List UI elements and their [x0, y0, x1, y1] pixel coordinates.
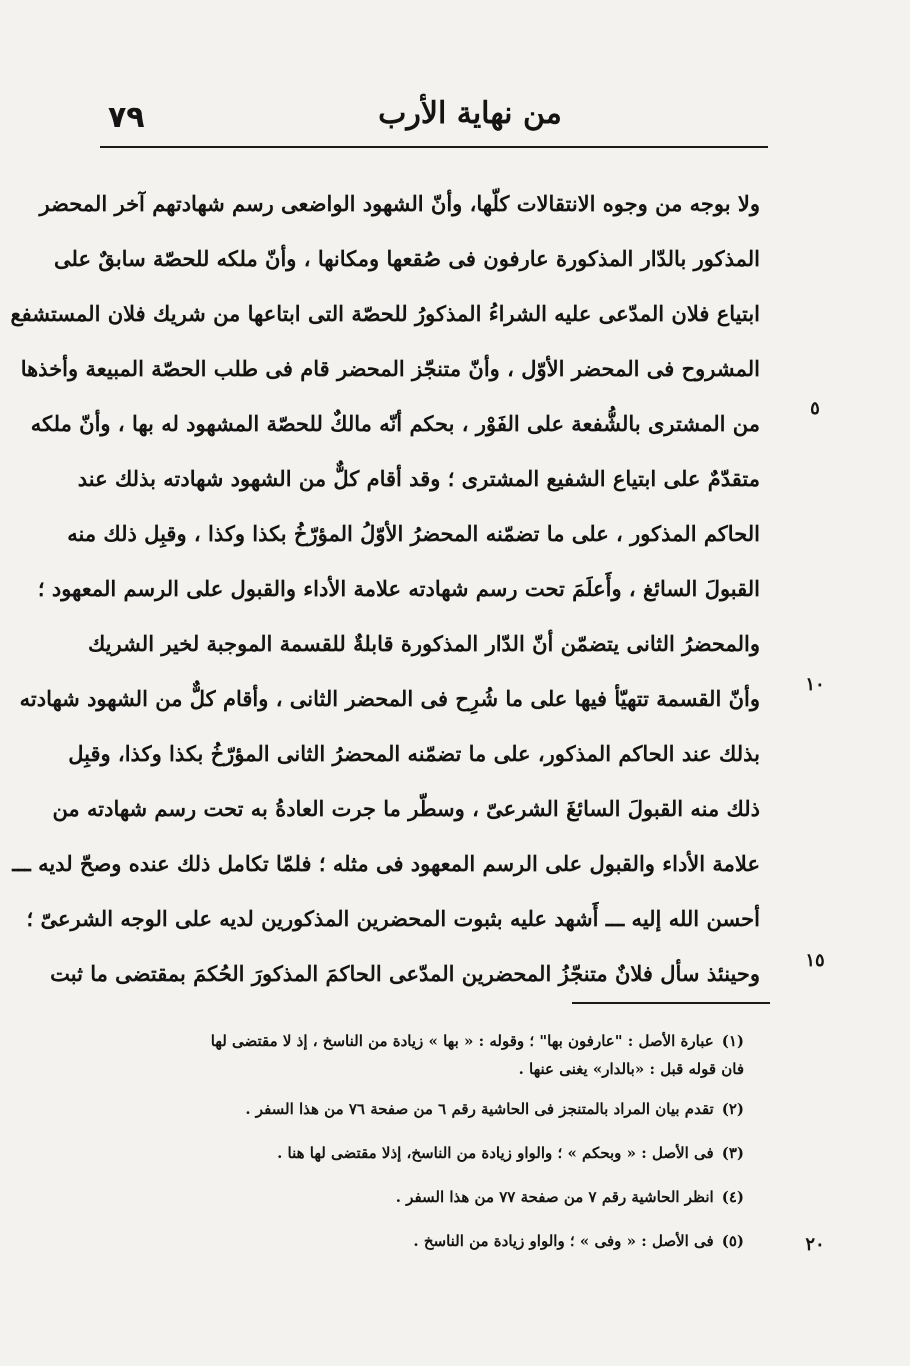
text-line: وأنّ القسمة تتهيّأ فيها على ما شُرِح فى المحضر الثانى ، وأقام كلٌّ من الشهود شهادته	[19, 686, 760, 711]
footnote-1	[118, 1030, 744, 1052]
page-header	[100, 92, 768, 144]
text-line: والمحضرُ الثانى يتضمّن أنّ الدّار المذكورة قابلةٌ للقسمة الموجبة لخير الشريك	[87, 631, 760, 656]
text-line: من المشترى بالشُّفعة على الفَوْر ، بحكم أنّه مالكٌ للحصّة المشهود له بها ، وأنّ ملكه	[30, 411, 760, 436]
body-text	[10, 176, 760, 1001]
footnote-text: انظر الحاشية رقم ٧ من صفحة ٧٧ من هذا السفر .	[395, 1188, 714, 1206]
footnote-number: (٢)	[721, 1100, 744, 1118]
text-line: ذلك منه القبولَ السائغَ الشرعىّ ، وسطّر ما جرت العادةُ به تحت رسم شهادته من	[52, 796, 760, 821]
footnote-text: فى الأصل : « وفى » ؛ والواو زيادة من الناسخ .	[413, 1232, 714, 1250]
footnotes	[118, 1030, 744, 1252]
footnote-text: عبارة الأصل : "عارفون بها" ؛ وقوله : « بها » زيادة من الناسخ ، إذ لا مقتضى لها	[210, 1032, 714, 1050]
header-rule	[100, 146, 768, 148]
footnote-1-continued	[118, 1058, 744, 1080]
page-number: ٧٩	[108, 100, 145, 135]
text-line: القبولَ السائغ ، وأَعلَمَ تحت رسم شهادته علامة الأداء والقبول على الرسم المعهود ؛	[37, 576, 760, 601]
footnote-rule	[572, 1002, 770, 1004]
text-line: الحاكم المذكور ، على ما تضمّنه المحضرُ الأوّلُ المؤرّخُ بكذا وكذا ، وقبِل ذلك منه	[67, 521, 760, 546]
text-line: ولا بوجه من وجوه الانتقالات كلّها، وأنّ الشهود الواضعى رسم شهادتهم آخر المحضر	[39, 191, 760, 216]
footnote-2	[118, 1098, 744, 1120]
footnote-4	[118, 1186, 744, 1208]
text-line: علامة الأداء والقبول على الرسم المعهود فى مثله ؛ فلمّا تكامل ذلك عنده وصحّ لديه ـــ	[12, 851, 760, 876]
text-line: متقدّمٌ على ابتياع الشفيع المشترى ؛ وقد أقام كلٌّ من الشهود شهادته بذلك عند	[77, 466, 760, 491]
footnote-number: (٤)	[721, 1188, 744, 1206]
line-number-10: ١٠	[805, 674, 825, 695]
text-line: بذلك عند الحاكم المذكور، على ما تضمّنه المحضرُ الثانى المؤرّخُ بكذا وكذا، وقبِل	[68, 741, 760, 766]
text-line: المشروح فى المحضر الأوّل ، وأنّ متنجّز المحضر قام فى طلب الحصّة المبيعة وأخذها	[20, 356, 760, 381]
line-number-5: ٥	[810, 398, 820, 419]
text-line: وحينئذ سأل فلانٌ متنجّزُ المحضرين المدّعى الحاكمَ المذكورَ الحُكمَ بمقتضى ما ثبت	[50, 961, 760, 986]
footnote-number: (٥)	[721, 1232, 744, 1250]
text-line: ابتياع فلان المدّعى عليه الشراءُ المذكورُ للحصّة التى ابتاعها من شريك فلان المستشفع	[10, 301, 760, 326]
footnote-text: فى الأصل : « وبحكم » ؛ والواو زيادة من الناسخ، إذلا مقتضى لها هنا .	[277, 1144, 714, 1162]
footnote-text: فان قوله قبل : «بالدار» يغنى عنها .	[518, 1060, 744, 1078]
line-number-20: ٢٠	[805, 1234, 825, 1255]
line-number-15: ١٥	[805, 950, 825, 971]
footnote-text: تقدم بيان المراد بالمتنجز فى الحاشية رقم ٦ من صفحة ٧٦ من هذا السفر .	[245, 1100, 714, 1118]
text-line: أحسن الله إليه ـــ أَشهد عليه بثبوت المحضرين المذكورين لديه على الوجه الشرعىّ ؛	[26, 906, 760, 931]
running-title: من نهاية الأرب	[378, 96, 562, 131]
footnote-3	[118, 1142, 744, 1164]
footnote-5	[118, 1230, 744, 1252]
footnote-number: (١)	[721, 1032, 744, 1050]
footnote-number: (٣)	[721, 1144, 744, 1162]
text-line: المذكور بالدّار المذكورة عارفون فى صُقعها ومكانها ، وأنّ ملكه للحصّة سابقٌ على	[54, 246, 760, 271]
